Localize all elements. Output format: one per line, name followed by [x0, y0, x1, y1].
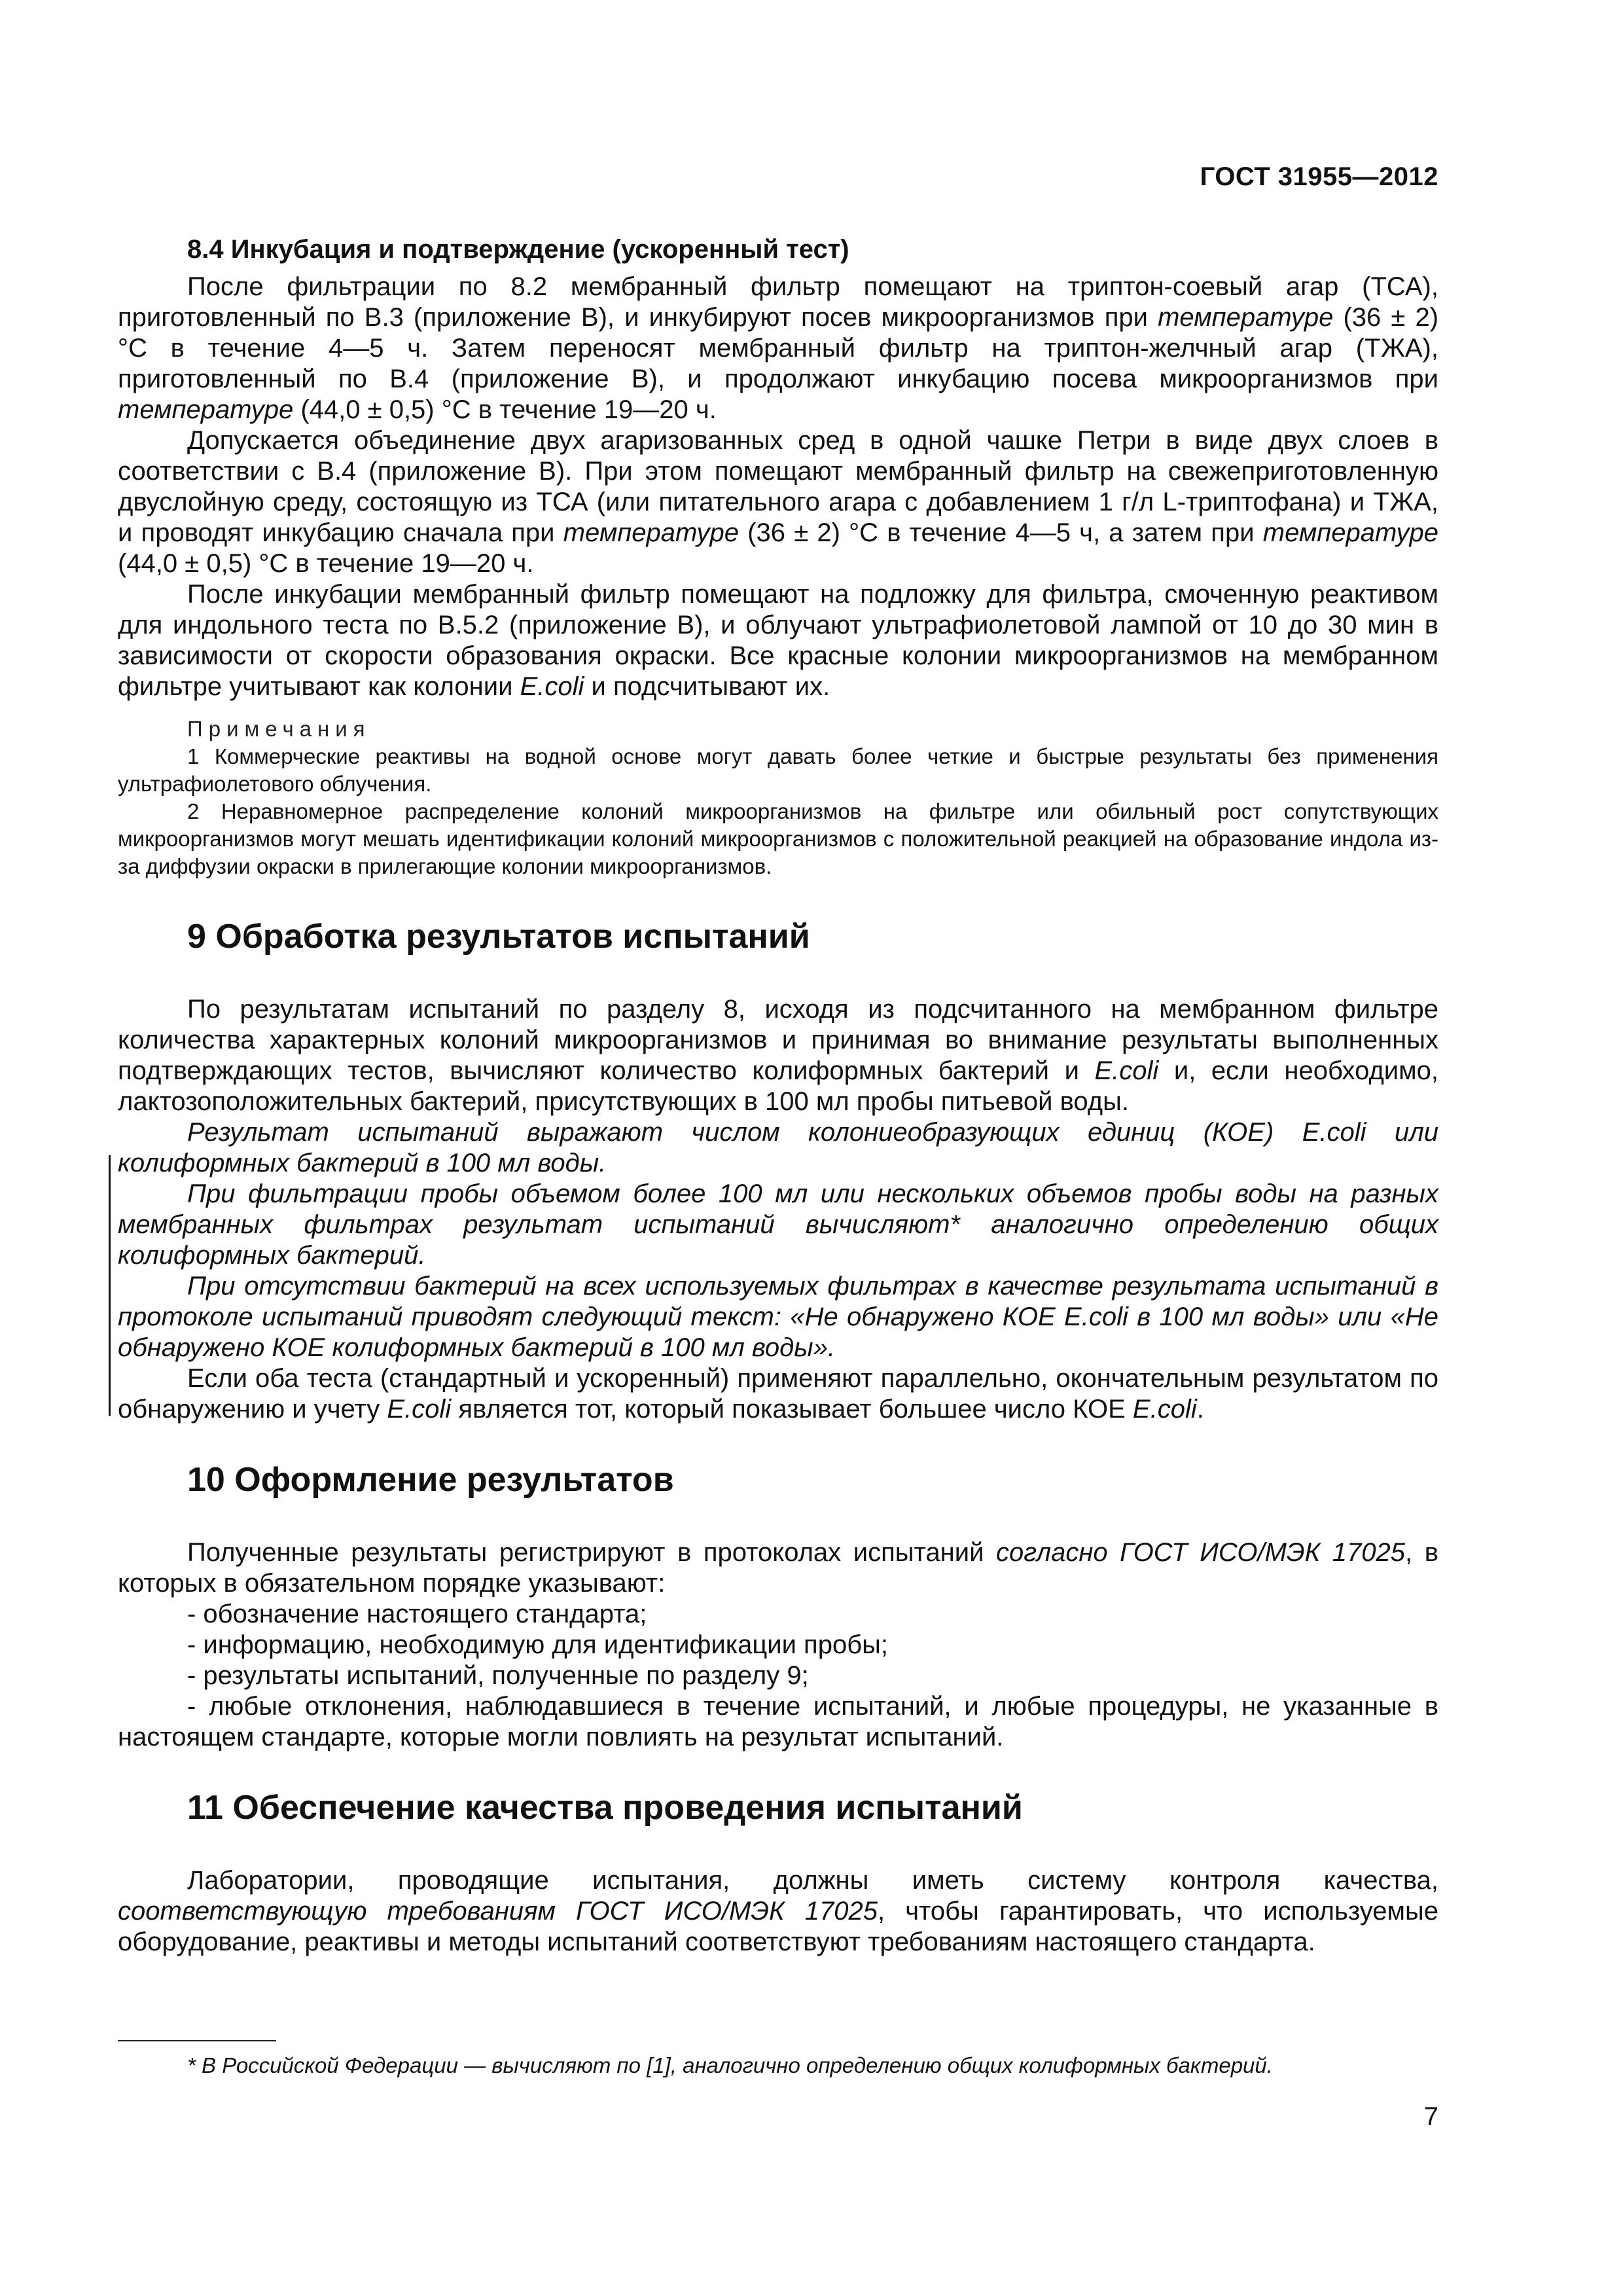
- text-run-italic: согласно ГОСТ ИСО/МЭК 17025: [996, 1538, 1406, 1567]
- s8-4-paragraph-2: [118, 425, 1438, 579]
- text-run: и подсчитывают их.: [584, 672, 830, 701]
- list-item: - любые отклонения, наблюдавшиеся в течение испытаний, и любые процедуры, не указанные в настоящем стандарте, которые могли повлиять на результат испытаний.: [118, 1692, 1438, 1751]
- change-marker-bar: [109, 1155, 111, 1416]
- text-run-italic: соответствующую требованиям ГОСТ ИСО/МЭК 17025: [118, 1897, 878, 1926]
- text-run-italic: E.coli: [520, 672, 584, 701]
- text-run: (36 ± 2) °С в течение 4—5 ч, а затем при: [738, 518, 1263, 547]
- s9-paragraph-2: Результат испытаний выражают числом колониеобразующих единиц (КОЕ) E.coli или колиформных бактерий в 100 мл воды.: [118, 1118, 1438, 1177]
- s9-paragraph-4: При отсутствии бактерий на всех используемых фильтрах в качестве результата испытаний в протоколе испытаний приводят следующий текст: «Не обнаружено КОЕ E.coli в 100 мл воды» или «Не обнаружено КОЕ колиформных бактерий в 100 мл воды».: [118, 1272, 1438, 1362]
- s11-paragraph-1: [118, 1865, 1438, 1958]
- section-10-title: 10 Оформление результатов: [187, 1461, 674, 1499]
- text-run: и, если необходимо, лактозоположительных бактерий, присутствующих в 100 мл пробы питьевой воды.: [118, 1056, 1438, 1116]
- s10-paragraph-1: [118, 1537, 1438, 1599]
- section-9-title: 9 Обработка результатов испытаний: [187, 918, 810, 956]
- page-number: 7: [1423, 2102, 1438, 2131]
- text-run: Лаборатории, проводящие испытания, должны иметь систему контроля качества,: [187, 1866, 1438, 1895]
- text-run: После фильтрации по 8.2 мембранный фильтр помещают на триптон-соевый агар (ТСА), приготовленный по В.3 (приложение В), и инкубируют посев микроорганизмов при: [118, 272, 1438, 332]
- list-item: - информацию, необходимую для идентификации пробы;: [187, 1630, 888, 1659]
- s8-4-paragraph-3: [118, 579, 1438, 702]
- text-run: Полученные результаты регистрируют в протоколах испытаний: [187, 1538, 996, 1567]
- text-run: После инкубации мембранный фильтр помещают на подложку для фильтра, смоченную реактивом для индольного теста по В.5.2 (приложение В), и облучают ультрафиолетовой лампой от 10 до 30 мин в зависимости от скорости образования окраски. Все красные колонии микроорганизмов на мембранном фильтре учитывают как колонии: [118, 580, 1438, 701]
- footnote-separator: [118, 2040, 276, 2041]
- text-run: , в которых в обязательном порядке указывают:: [118, 1538, 1438, 1598]
- s9-paragraph-5: [118, 1363, 1438, 1425]
- text-run: (36 ± 2) °С в течение 4—5 ч. Затем переносят мембранный фильтр на триптон-желчный агар (ТЖА), приготовленный по В.4 (приложение В), и продолжают инкубацию посева микроорганизмов при: [118, 303, 1439, 393]
- page-content: [118, 216, 1438, 1958]
- s8-4-paragraph-1: [118, 272, 1438, 425]
- s9-paragraph-3: При фильтрации пробы объемом более 100 мл или нескольких объемов пробы воды на разных мембранных фильтрах результат испытаний вычисляют* аналогично определению общих колиформных бактерий.: [118, 1179, 1438, 1270]
- text-run-italic: E.coli: [387, 1395, 452, 1424]
- text-run-italic: температуре: [1158, 303, 1334, 332]
- text-run-italic: температуре: [563, 518, 739, 547]
- text-run: (44,0 ± 0,5) °С в течение 19—20 ч.: [118, 549, 534, 578]
- text-run: (44,0 ± 0,5) °С в течение 19—20 ч.: [293, 395, 717, 424]
- text-run: Если оба теста (стандартный и ускоренный) применяют параллельно, окончательным результатом по обнаружению и учету: [118, 1364, 1438, 1424]
- text-run-italic: E.coli: [1094, 1056, 1159, 1085]
- text-run: По результатам испытаний по разделу 8, исходя из подсчитанного на мембранном фильтре количества характерных колоний микроорганизмов и принимая во внимание результаты выполненных подтверждающих тестов, вычисляют количество колиформных бактерий и: [118, 995, 1438, 1085]
- text-run: является тот, который показывает большее число КОЕ: [451, 1395, 1133, 1424]
- section-8-4-title: 8.4 Инкубация и подтверждение (ускоренный тест): [187, 235, 849, 264]
- text-run-italic: температуре: [1262, 518, 1438, 547]
- list-item: - результаты испытаний, полученные по разделу 9;: [187, 1661, 809, 1690]
- s9-paragraph-1: [118, 994, 1438, 1117]
- footnote: * В Российской Федерации — вычисляют по [1], аналогично определению общих колиформных бактерий.: [187, 2053, 1273, 2077]
- text-run: , чтобы гарантировать, что используемые оборудование, реактивы и методы испытаний соответствуют требованиям настоящего стандарта.: [118, 1897, 1438, 1956]
- note-2: 2 Неравномерное распределение колоний микроорганизмов на фильтре или обильный рост сопутствующих микроорганизмов могут мешать идентификации колоний микроорганизмов с положительной реакцией на образование индола из-за диффузии окраски в прилегающие колонии микроорганизмов.: [118, 799, 1438, 878]
- list-item: - обозначение настоящего стандарта;: [187, 1600, 647, 1628]
- text-run-italic: температуре: [118, 395, 294, 424]
- text-run: Допускается объединение двух агаризованных сред в одной чашке Петри в виде двух слоев в соответствии с В.4 (приложение В). При этом помещают мембранный фильтр на свежеприготовленную двуслойную среду, состоящую из ТСА (или питательного агара с добавлением 1 г/л L-триптофана) и ТЖА, и проводят инкубацию сначала при: [118, 426, 1438, 547]
- note-1: 1 Коммерческие реактивы на водной основе могут давать более четкие и быстрые результаты без применения ультрафиолетового облучения.: [118, 744, 1438, 796]
- standard-designation: ГОСТ 31955—2012: [1200, 162, 1438, 191]
- text-run: .: [1196, 1395, 1204, 1424]
- section-11-title: 11 Обеспечение качества проведения испытаний: [187, 1789, 1023, 1827]
- notes-heading: Примечания: [187, 717, 371, 741]
- text-run-italic: E.coli: [1132, 1395, 1197, 1424]
